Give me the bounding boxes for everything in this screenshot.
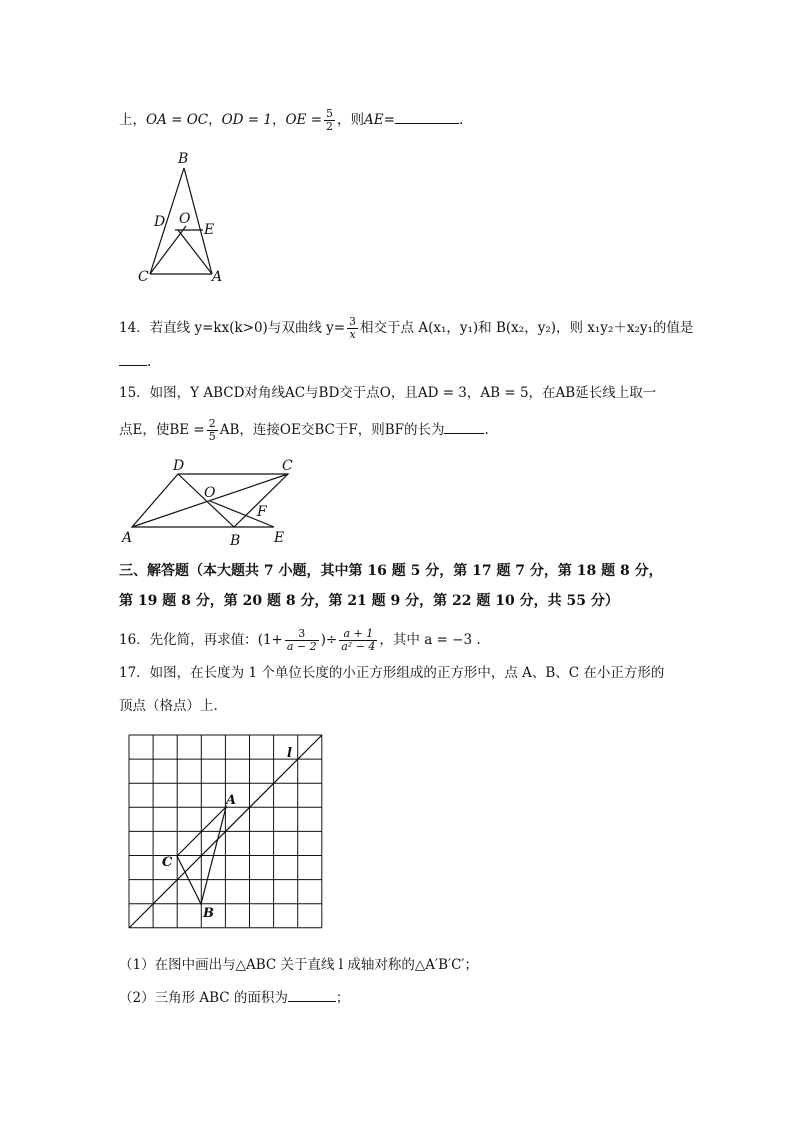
label-B: B [203, 906, 214, 921]
label-E: E [274, 530, 285, 546]
label-A: A [212, 269, 223, 285]
section-heading-line2: 第 19 题 8 分，第 20 题 8 分，第 21 题 9 分，第 22 题 10 分，共 55 分） [119, 593, 619, 609]
q16-line: 16．先化简，再求值：(1+ $\frac{3}{a - 2}$ )÷ $\frac{a + 1}{\text{a² − 4}}$ ，其中 a = −3 . [119, 627, 481, 653]
q17-part1: （1）在图中画出与△ABC 关于直线 l 成轴对称的△A′B′C′； [119, 957, 478, 973]
label-B: B [178, 151, 189, 167]
q13-line: 上，OA = OC，OD = 1，OE = $\frac{5}{2}$ ，则AE= . [119, 107, 464, 133]
label-O: O [179, 211, 191, 227]
label-F: F [257, 504, 267, 520]
grid-figure [129, 735, 323, 929]
fraction-3-a-2: $\frac{3}{a - 2}$ [286, 627, 317, 653]
section-heading: 三、解答题（本大题共 7 小题，其中第 16 题 5 分，第 17 题 7 分，第 18 题 8 分， [119, 563, 663, 579]
fraction-2-5: $\frac{2}{5}$ [208, 417, 216, 443]
q17-line1: 17．如图，在长度为 1 个单位长度的小正方形组成的正方形中，点 A、B、C 在小正方形的 [119, 665, 665, 681]
answer-blank[interactable] [444, 420, 484, 434]
label-D: D [173, 458, 185, 474]
label-E: E [204, 222, 215, 238]
triangle-figure [130, 148, 240, 288]
label-A: A [226, 793, 237, 808]
parallelogram-figure [120, 455, 310, 550]
answer-blank[interactable] [288, 988, 336, 1002]
fraction-3-x: $\frac{3}{x}$ [349, 315, 357, 341]
label-D: D [154, 214, 166, 230]
fraction-5-2: $\frac{5}{2}$ [326, 107, 334, 133]
q17-part2: （2）三角形 ABC 的面积为 ； [119, 990, 350, 1006]
q17-line2: 顶点（格点）上. [119, 698, 218, 714]
label-C: C [282, 458, 293, 474]
label-O: O [204, 485, 216, 501]
answer-blank[interactable] [119, 352, 147, 366]
label-A: A [122, 530, 133, 546]
q15-line1: 15．如图，Y ABCD对角线AC与BD交于点O，且AD = 3，AB = 5，在AB延长线上取一 [119, 385, 657, 401]
label-C: C [162, 855, 173, 870]
label-C: C [138, 269, 149, 285]
fraction-a1-a24: $\frac{a + 1}{\text{a² − 4}}$ [341, 627, 376, 653]
label-B: B [230, 533, 241, 549]
q15-line2: 点E，使BE = $\frac{2}{5}$ AB，连接OE交BC于F，则BF的长为 . [119, 417, 489, 443]
answer-blank[interactable] [395, 110, 459, 124]
label-l: l [287, 746, 292, 761]
q14-line1: 14．若直线 y=kx(k>0)与双曲线 y= $\frac{3}{x}$ 相交于点 A(x₁，y₁)和 B(x₂，y₂)，则 x₁y₂＋x₂y₁的值是 [119, 315, 694, 341]
q14-line2: . [119, 352, 151, 371]
